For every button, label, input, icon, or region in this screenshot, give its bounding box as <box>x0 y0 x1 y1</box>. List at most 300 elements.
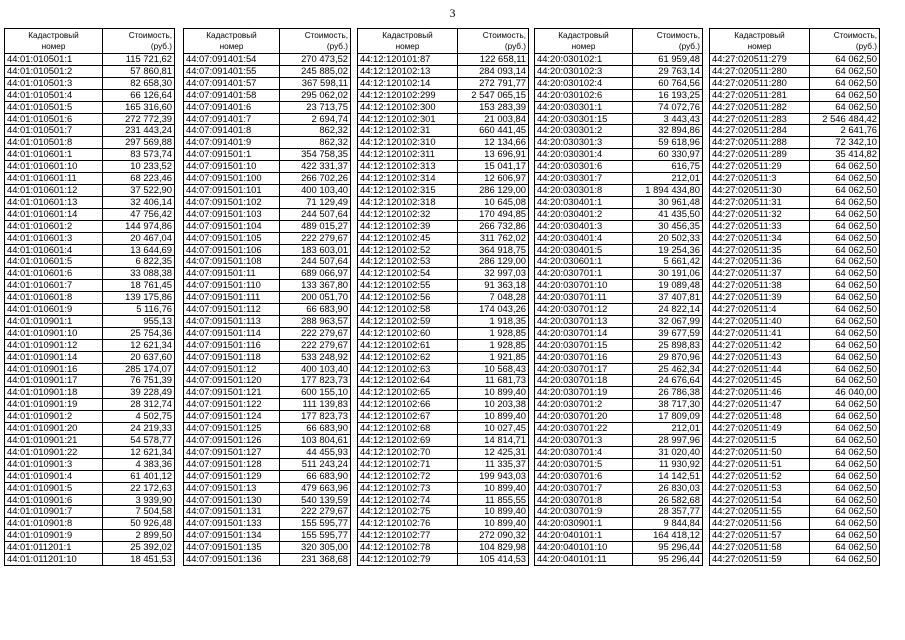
cost-cell: 16 193,25 <box>633 89 703 101</box>
cadastral-table-1 <box>4 28 175 566</box>
cadastral-number-cell: 44:01:010501:1 <box>5 54 103 66</box>
table-row <box>5 113 175 125</box>
table-row <box>5 339 175 351</box>
table-row <box>5 280 175 292</box>
table-row <box>184 149 351 161</box>
table-row <box>184 387 351 399</box>
table-row <box>358 89 529 101</box>
cost-cell: 26 830,03 <box>633 482 703 494</box>
cadastral-number-cell: 44:20:030701:11 <box>535 292 633 304</box>
table-row <box>358 458 529 470</box>
table-row <box>184 65 351 77</box>
table-row <box>5 208 175 220</box>
cost-cell: 28 997,96 <box>633 435 703 447</box>
table-row <box>710 339 880 351</box>
cost-cell: 64 062,50 <box>810 363 880 375</box>
cost-cell: 104 829,98 <box>458 542 529 554</box>
cadastral-number-cell: 44:20:030301:2 <box>535 125 633 137</box>
table-row <box>5 375 175 387</box>
cadastral-number-cell: 44:01:010601:10 <box>5 161 103 173</box>
cost-cell: 105 414,53 <box>458 554 529 566</box>
cost-cell: 10 899,40 <box>458 411 529 423</box>
cost-cell: 41 435,50 <box>633 208 703 220</box>
cost-cell: 11 855,55 <box>458 494 529 506</box>
cadastral-number-cell: 44:01:010601:4 <box>5 244 103 256</box>
cadastral-number-cell: 44:27:020511:50 <box>710 446 810 458</box>
cadastral-number-cell: 44:27:020511:280 <box>710 65 810 77</box>
cadastral-number-cell: 44:27:020511:34 <box>710 232 810 244</box>
cost-cell: 862,32 <box>280 125 351 137</box>
cadastral-number-cell: 44:12:120102:56 <box>358 292 458 304</box>
cadastral-number-cell: 44:07:091501:125 <box>184 423 280 435</box>
table-row <box>358 137 529 149</box>
cadastral-number-cell: 44:12:120102:311 <box>358 149 458 161</box>
cadastral-number-cell: 44:12:120102:55 <box>358 280 458 292</box>
table-row <box>184 196 351 208</box>
table-row <box>535 399 703 411</box>
cadastral-number-cell: 44:12:120102:75 <box>358 506 458 518</box>
cost-cell: 4 383,36 <box>103 458 175 470</box>
cost-cell: 311 762,02 <box>458 232 529 244</box>
cost-cell: 199 943,03 <box>458 470 529 482</box>
cadastral-number-cell: 44:12:120102:72 <box>358 470 458 482</box>
table-row <box>358 435 529 447</box>
cadastral-number-cell: 44:20:040101:1 <box>535 530 633 542</box>
cost-cell: 10 899,40 <box>458 482 529 494</box>
cadastral-number-cell: 44:20:030301:8 <box>535 184 633 196</box>
cost-cell: 103 804,61 <box>280 435 351 447</box>
cadastral-number-cell: 44:07:091501:110 <box>184 280 280 292</box>
cadastral-number-cell: 44:12:120102:65 <box>358 387 458 399</box>
table-row <box>710 458 880 470</box>
cost-cell: 115 721,62 <box>103 54 175 66</box>
table-row <box>535 351 703 363</box>
cost-cell: 272 090,32 <box>458 530 529 542</box>
cadastral-number-cell: 44:12:120102:299 <box>358 89 458 101</box>
table-row <box>710 554 880 566</box>
table-row <box>710 161 880 173</box>
cost-cell: 64 062,50 <box>810 65 880 77</box>
table-row <box>5 435 175 447</box>
table-row <box>535 435 703 447</box>
cadastral-number-cell: 44:20:030701:8 <box>535 494 633 506</box>
cost-cell: 29 763,14 <box>633 65 703 77</box>
table-row <box>710 411 880 423</box>
table-row <box>184 54 351 66</box>
cost-cell: 26 582,68 <box>633 494 703 506</box>
table-row <box>184 446 351 458</box>
table-row <box>710 530 880 542</box>
cadastral-number-cell: 44:27:020511:3 <box>710 173 810 185</box>
table-row <box>5 292 175 304</box>
cadastral-table-2 <box>183 28 351 566</box>
table-row <box>5 137 175 149</box>
table-row <box>358 506 529 518</box>
cadastral-number-cell: 44:01:010501:2 <box>5 65 103 77</box>
table-row <box>535 494 703 506</box>
cost-cell: 64 062,50 <box>810 494 880 506</box>
cadastral-number-cell: 44:12:120102:52 <box>358 244 458 256</box>
table-row <box>5 232 175 244</box>
cadastral-number-cell: 44:07:091501:105 <box>184 232 280 244</box>
table-row <box>184 101 351 113</box>
cadastral-number-cell: 44:07:091501:108 <box>184 256 280 268</box>
table-row <box>184 363 351 375</box>
table-row <box>5 542 175 554</box>
cadastral-number-cell: 44:27:020511:279 <box>710 54 810 66</box>
table-row <box>535 184 703 196</box>
cadastral-number-cell: 44:01:010501:6 <box>5 113 103 125</box>
cost-cell: 37 407,81 <box>633 292 703 304</box>
table-row <box>358 77 529 89</box>
cadastral-number-cell: 44:07:091501:12 <box>184 363 280 375</box>
cost-cell: 244 507,64 <box>280 256 351 268</box>
table-row <box>5 268 175 280</box>
table-row <box>184 339 351 351</box>
cadastral-number-cell: 44:01:010901:4 <box>5 470 103 482</box>
cost-cell: 600 155,10 <box>280 387 351 399</box>
cost-cell: 12 134,66 <box>458 137 529 149</box>
table-row <box>184 173 351 185</box>
table-row <box>710 292 880 304</box>
cost-cell: 354 758,35 <box>280 149 351 161</box>
cadastral-number-cell: 44:12:120102:73 <box>358 482 458 494</box>
header-cost: Стоимость, (руб.) <box>633 29 703 54</box>
cost-cell: 489 015,27 <box>280 220 351 232</box>
table-row <box>710 173 880 185</box>
cost-cell: 21 003,84 <box>458 113 529 125</box>
table-row <box>535 54 703 66</box>
cost-cell: 9 844,84 <box>633 518 703 530</box>
cost-cell: 616,75 <box>633 161 703 173</box>
table-row <box>535 196 703 208</box>
table-row <box>5 423 175 435</box>
cadastral-number-cell: 44:01:010901:21 <box>5 435 103 447</box>
cadastral-number-cell: 44:01:010901:10 <box>5 327 103 339</box>
cadastral-number-cell: 44:12:120102:60 <box>358 327 458 339</box>
table-row <box>535 542 703 554</box>
table-row <box>710 482 880 494</box>
cadastral-number-cell: 44:07:091501:121 <box>184 387 280 399</box>
cost-cell: 83 573,74 <box>103 149 175 161</box>
cost-cell: 38 717,30 <box>633 399 703 411</box>
cadastral-number-cell: 44:12:120102:59 <box>358 315 458 327</box>
cost-cell: 47 756,42 <box>103 208 175 220</box>
cadastral-number-cell: 44:27:020511:59 <box>710 554 810 566</box>
cost-cell: 64 062,50 <box>810 351 880 363</box>
cadastral-number-cell: 44:12:120102:61 <box>358 339 458 351</box>
table-row <box>184 256 351 268</box>
cost-cell: 12 425,31 <box>458 446 529 458</box>
table-row <box>184 494 351 506</box>
table-row <box>710 542 880 554</box>
cadastral-number-cell: 44:07:091501:112 <box>184 304 280 316</box>
table-row <box>358 542 529 554</box>
cadastral-number-cell: 44:27:020511:47 <box>710 399 810 411</box>
table-row <box>184 304 351 316</box>
cadastral-number-cell: 44:01:010901:9 <box>5 530 103 542</box>
cadastral-number-cell: 44:20:030102:6 <box>535 89 633 101</box>
table-row <box>5 315 175 327</box>
table-row <box>358 375 529 387</box>
cadastral-number-cell: 44:20:030102:4 <box>535 77 633 89</box>
table-row <box>184 530 351 542</box>
cadastral-number-cell: 44:12:120102:66 <box>358 399 458 411</box>
table-row <box>535 101 703 113</box>
cadastral-number-cell: 44:12:120102:71 <box>358 458 458 470</box>
cost-cell: 64 062,50 <box>810 292 880 304</box>
cadastral-number-cell: 44:01:011201:1 <box>5 542 103 554</box>
table-row <box>5 77 175 89</box>
cost-cell: 1 894 434,80 <box>633 184 703 196</box>
table-row <box>358 101 529 113</box>
cost-cell: 64 062,50 <box>810 208 880 220</box>
table-row <box>184 268 351 280</box>
table-row <box>710 232 880 244</box>
cadastral-number-cell: 44:20:030701:17 <box>535 363 633 375</box>
cost-cell: 266 732,86 <box>458 220 529 232</box>
cost-cell: 13 696,91 <box>458 149 529 161</box>
cost-cell: 60 764,56 <box>633 77 703 89</box>
cadastral-number-cell: 44:12:120102:79 <box>358 554 458 566</box>
cost-cell: 286 129,00 <box>458 256 529 268</box>
cadastral-number-cell: 44:07:091501:101 <box>184 184 280 196</box>
table-row <box>535 125 703 137</box>
cost-cell: 64 062,50 <box>810 375 880 387</box>
cost-cell: 297 569,88 <box>103 137 175 149</box>
cost-cell: 12 606,97 <box>458 173 529 185</box>
cadastral-number-cell: 44:27:020511:4 <box>710 304 810 316</box>
table-row <box>358 268 529 280</box>
table-row <box>184 232 351 244</box>
cadastral-number-cell: 44:01:010601:13 <box>5 196 103 208</box>
cost-cell: 64 062,50 <box>810 268 880 280</box>
table-row <box>535 304 703 316</box>
table-row <box>358 125 529 137</box>
cadastral-number-cell: 44:07:091501:134 <box>184 530 280 542</box>
cadastral-number-cell: 44:07:091501:131 <box>184 506 280 518</box>
table-row <box>184 208 351 220</box>
cost-cell: 54 578,77 <box>103 435 175 447</box>
table-row <box>358 530 529 542</box>
cost-cell: 272 772,39 <box>103 113 175 125</box>
cadastral-number-cell: 44:07:091501:120 <box>184 375 280 387</box>
cadastral-number-cell: 44:01:010501:5 <box>5 101 103 113</box>
table-row <box>710 435 880 447</box>
table-row <box>535 446 703 458</box>
cost-cell: 288 963,57 <box>280 315 351 327</box>
table-row <box>184 554 351 566</box>
cost-cell: 46 040,00 <box>810 387 880 399</box>
cost-cell: 862,32 <box>280 137 351 149</box>
cost-cell: 11 335,37 <box>458 458 529 470</box>
table-row <box>5 184 175 196</box>
cost-cell: 4 502,75 <box>103 411 175 423</box>
table-row <box>5 220 175 232</box>
cost-cell: 19 089,48 <box>633 280 703 292</box>
cost-cell: 364 918,75 <box>458 244 529 256</box>
header-cadastral-number: Кадастровый номер <box>710 29 810 54</box>
cost-cell: 320 305,00 <box>280 542 351 554</box>
cost-cell: 955,13 <box>103 315 175 327</box>
cost-cell: 25 898,83 <box>633 339 703 351</box>
table-row <box>535 339 703 351</box>
cost-cell: 39 228,49 <box>103 387 175 399</box>
table-row <box>5 387 175 399</box>
header-cost: Стоимость, (руб.) <box>280 29 351 54</box>
cadastral-number-cell: 44:27:020511:42 <box>710 339 810 351</box>
cadastral-number-cell: 44:01:010601:6 <box>5 268 103 280</box>
table-row <box>535 554 703 566</box>
cost-cell: 111 139,83 <box>280 399 351 411</box>
cadastral-number-cell: 44:20:040101:11 <box>535 554 633 566</box>
cadastral-number-cell: 44:27:020511:45 <box>710 375 810 387</box>
cost-cell: 10 899,40 <box>458 518 529 530</box>
table-row <box>358 446 529 458</box>
cadastral-number-cell: 44:20:030102:1 <box>535 54 633 66</box>
cost-cell: 64 062,50 <box>810 89 880 101</box>
cadastral-number-cell: 44:27:020511:48 <box>710 411 810 423</box>
cadastral-number-cell: 44:27:020511:39 <box>710 292 810 304</box>
cost-cell: 71 129,49 <box>280 196 351 208</box>
table-row <box>535 220 703 232</box>
cadastral-number-cell: 44:01:010601:7 <box>5 280 103 292</box>
cost-cell: 133 367,80 <box>280 280 351 292</box>
cost-cell: 64 062,50 <box>810 77 880 89</box>
cost-cell: 170 494,85 <box>458 208 529 220</box>
cadastral-number-cell: 44:20:030701:12 <box>535 304 633 316</box>
cadastral-number-cell: 44:27:020511:57 <box>710 530 810 542</box>
table-row <box>358 423 529 435</box>
cadastral-number-cell: 44:01:010901:17 <box>5 375 103 387</box>
cost-cell: 35 414,82 <box>810 149 880 161</box>
table-row <box>535 363 703 375</box>
cadastral-number-cell: 44:01:010501:4 <box>5 89 103 101</box>
cadastral-number-cell: 44:27:020511:5 <box>710 435 810 447</box>
cadastral-number-cell: 44:07:091501:128 <box>184 458 280 470</box>
cadastral-number-cell: 44:27:020511:283 <box>710 113 810 125</box>
cost-cell: 66 126,64 <box>103 89 175 101</box>
table-row <box>5 54 175 66</box>
cost-cell: 64 062,50 <box>810 327 880 339</box>
cadastral-number-cell: 44:07:091501:103 <box>184 208 280 220</box>
cadastral-table-5 <box>709 28 880 566</box>
cadastral-number-cell: 44:01:010901:8 <box>5 518 103 530</box>
cost-cell: 1 918,35 <box>458 315 529 327</box>
cost-cell: 17 809,09 <box>633 411 703 423</box>
table-row <box>358 399 529 411</box>
cadastral-number-cell: 44:07:091401:55 <box>184 65 280 77</box>
cost-cell: 64 062,50 <box>810 315 880 327</box>
cadastral-number-cell: 44:01:011201:10 <box>5 554 103 566</box>
cadastral-number-cell: 44:07:091401:6 <box>184 101 280 113</box>
cadastral-number-cell: 44:07:091501:116 <box>184 339 280 351</box>
cadastral-number-cell: 44:27:020511:44 <box>710 363 810 375</box>
cost-cell: 5 116,76 <box>103 304 175 316</box>
table-row <box>535 137 703 149</box>
table-row <box>5 89 175 101</box>
cadastral-number-cell: 44:27:020511:49 <box>710 423 810 435</box>
cost-cell: 66 683,90 <box>280 470 351 482</box>
cost-cell: 18 761,45 <box>103 280 175 292</box>
cadastral-number-cell: 44:20:030601:1 <box>535 256 633 268</box>
table-row <box>5 327 175 339</box>
cadastral-number-cell: 44:27:020511:51 <box>710 458 810 470</box>
cadastral-number-cell: 44:01:010901:18 <box>5 387 103 399</box>
cadastral-number-cell: 44:01:010501:7 <box>5 125 103 137</box>
cost-cell: 2 899,50 <box>103 530 175 542</box>
cost-cell: 533 248,92 <box>280 351 351 363</box>
table-row <box>5 446 175 458</box>
cost-cell: 64 062,50 <box>810 196 880 208</box>
cadastral-number-cell: 44:07:091501:1 <box>184 149 280 161</box>
table-row <box>184 482 351 494</box>
cost-cell: 200 051,70 <box>280 292 351 304</box>
table-row <box>5 149 175 161</box>
table-row <box>358 220 529 232</box>
cadastral-number-cell: 44:12:120102:315 <box>358 184 458 196</box>
table-row <box>710 399 880 411</box>
cost-cell: 64 062,50 <box>810 470 880 482</box>
cost-cell: 64 062,50 <box>810 304 880 316</box>
table-row <box>710 351 880 363</box>
cost-cell: 64 062,50 <box>810 232 880 244</box>
table-row <box>535 161 703 173</box>
cadastral-number-cell: 44:20:030701:4 <box>535 446 633 458</box>
table-row <box>710 149 880 161</box>
cadastral-number-cell: 44:20:030301:1 <box>535 101 633 113</box>
table-row <box>358 482 529 494</box>
cadastral-number-cell: 44:20:030401:1 <box>535 196 633 208</box>
cost-cell: 183 603,01 <box>280 244 351 256</box>
table-row <box>358 292 529 304</box>
cost-cell: 177 823,73 <box>280 375 351 387</box>
table-row <box>535 113 703 125</box>
table-row <box>358 184 529 196</box>
cadastral-number-cell: 44:01:010601:8 <box>5 292 103 304</box>
cost-cell: 400 103,40 <box>280 184 351 196</box>
cost-cell: 32 406,14 <box>103 196 175 208</box>
table-row <box>535 149 703 161</box>
table-row <box>5 554 175 566</box>
table-row <box>535 65 703 77</box>
cadastral-number-cell: 44:07:091501:114 <box>184 327 280 339</box>
cadastral-number-cell: 44:12:120102:53 <box>358 256 458 268</box>
table-row <box>184 435 351 447</box>
cadastral-number-cell: 44:07:091501:126 <box>184 435 280 447</box>
table-row <box>535 208 703 220</box>
table-row <box>184 375 351 387</box>
table-row <box>5 161 175 173</box>
table-row <box>535 232 703 244</box>
cost-cell: 64 062,50 <box>810 482 880 494</box>
cadastral-number-cell: 44:12:120102:310 <box>358 137 458 149</box>
cadastral-number-cell: 44:27:020511:289 <box>710 149 810 161</box>
cadastral-number-cell: 44:12:120102:74 <box>358 494 458 506</box>
table-row <box>184 351 351 363</box>
cost-cell: 28 312,74 <box>103 399 175 411</box>
cost-cell: 23 713,75 <box>280 101 351 113</box>
table-row <box>710 494 880 506</box>
cost-cell: 59 618,96 <box>633 137 703 149</box>
table-row <box>710 375 880 387</box>
cadastral-number-cell: 44:07:091501:10 <box>184 161 280 173</box>
table-row <box>184 411 351 423</box>
table-row <box>358 54 529 66</box>
table-row <box>358 327 529 339</box>
cadastral-number-cell: 44:01:010601:9 <box>5 304 103 316</box>
cost-cell: 5 661,42 <box>633 256 703 268</box>
